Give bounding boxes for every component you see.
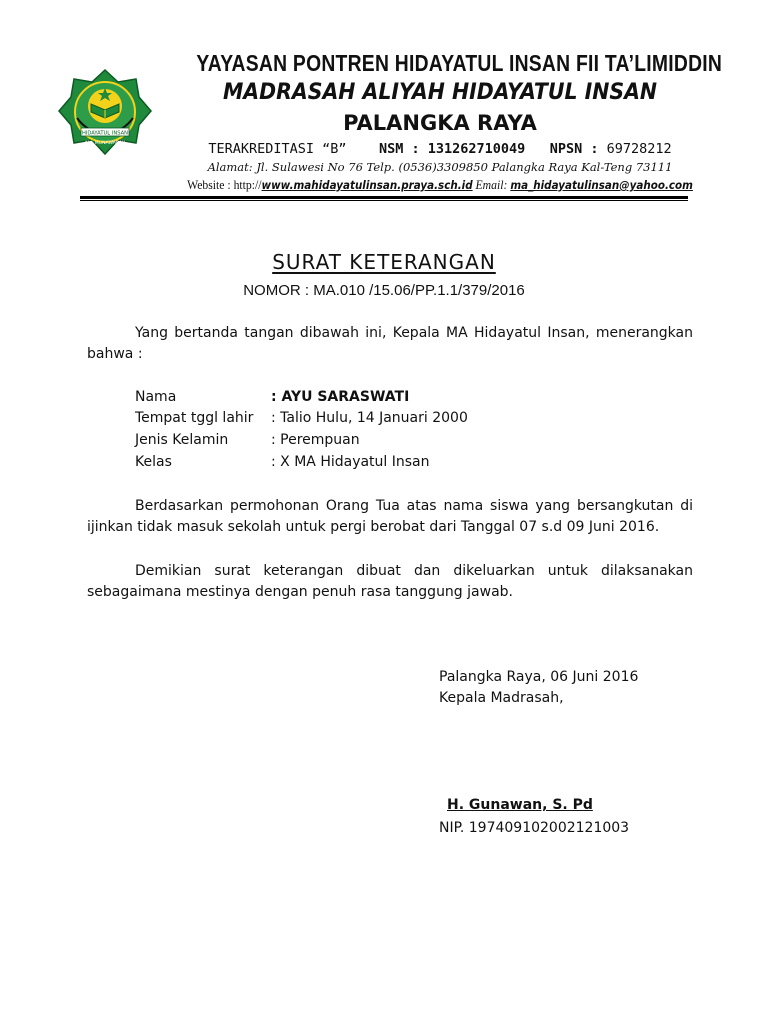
field-label: Jenis Kelamin [135, 432, 229, 448]
signer-name: H. Gunawan, S. Pd [447, 797, 593, 813]
field-row-birth [135, 410, 468, 426]
field-value: : X MA Hidayatul Insan [271, 454, 430, 470]
contact-line [179, 177, 701, 193]
header-divider-thick [80, 196, 688, 199]
website-link[interactable]: www.mahidayatulinsan.praya.sch.id [261, 178, 473, 192]
npsn-value: 69728212 [606, 141, 672, 157]
email-label: Email: [475, 177, 508, 192]
signer-position: Kepala Madrasah, [439, 690, 564, 706]
logo-subtext: AL - MUNAWARAH [84, 141, 126, 146]
nsm-value: 131262710049 [427, 141, 526, 157]
school-logo [57, 68, 153, 158]
field-label: Kelas [135, 454, 172, 470]
place-date: Palangka Raya, 06 Juni 2016 [439, 669, 639, 685]
field-label: Nama [135, 389, 177, 405]
letter-title [0, 250, 768, 274]
field-value: : Perempuan [271, 432, 360, 448]
body-paragraph: Berdasarkan permohonan Orang Tua atas nama siswa yang bersangkutan di ijinkan tidak masuk sekolah untuk pergi berobat dari Tanggal 07 s.d 09 Juni 2016. [87, 498, 693, 535]
field-row-gender [135, 432, 360, 448]
website-label: Website : http:// [187, 177, 262, 192]
intro-paragraph: Yang bertanda tangan dibawah ini, Kepala MA Hidayatul Insan, menerangkan bahwa : [87, 325, 693, 362]
signer-nip: NIP. 197409102002121003 [439, 820, 630, 836]
school-name: MADRASAH ALIYAH HIDAYATUL INSAN [222, 80, 658, 105]
nsm-label: NSM : [379, 141, 420, 157]
header-divider-thin [80, 200, 688, 201]
school-city: PALANGKA RAYA [343, 111, 537, 135]
field-row-name [135, 389, 409, 405]
registration-line [150, 141, 730, 157]
address: Alamat: Jl. Sulawesi No 76 Telp. (0536)3309850 Palangka Raya Kal-Teng 73111 [207, 160, 673, 174]
field-value: : Talio Hulu, 14 Januari 2000 [271, 410, 468, 426]
field-value: : AYU SARASWATI [271, 389, 410, 405]
letter-title-text: SURAT KETERANGAN [272, 250, 496, 274]
closing-paragraph: Demikian surat keterangan dibuat dan dikeluarkan untuk dilaksanakan sebagaimana mestinya dengan penuh rasa tanggung jawab. [87, 563, 693, 600]
logo-text: HIDAYATUL INSAN [81, 130, 129, 137]
accreditation: TERAKREDITASI “B” [208, 141, 347, 157]
email-link[interactable]: ma_hidayatulinsan@yahoo.com [510, 178, 693, 192]
npsn-label: NPSN : [549, 141, 599, 157]
field-row-class [135, 454, 430, 470]
foundation-name: YAYASAN PONTREN HIDAYATUL INSAN FII TA’LIMIDDIN [196, 50, 723, 76]
letter-number: NOMOR : MA.010 /15.06/PP.1.1/379/2016 [243, 282, 525, 299]
field-label: Tempat tggl lahir [135, 410, 254, 426]
